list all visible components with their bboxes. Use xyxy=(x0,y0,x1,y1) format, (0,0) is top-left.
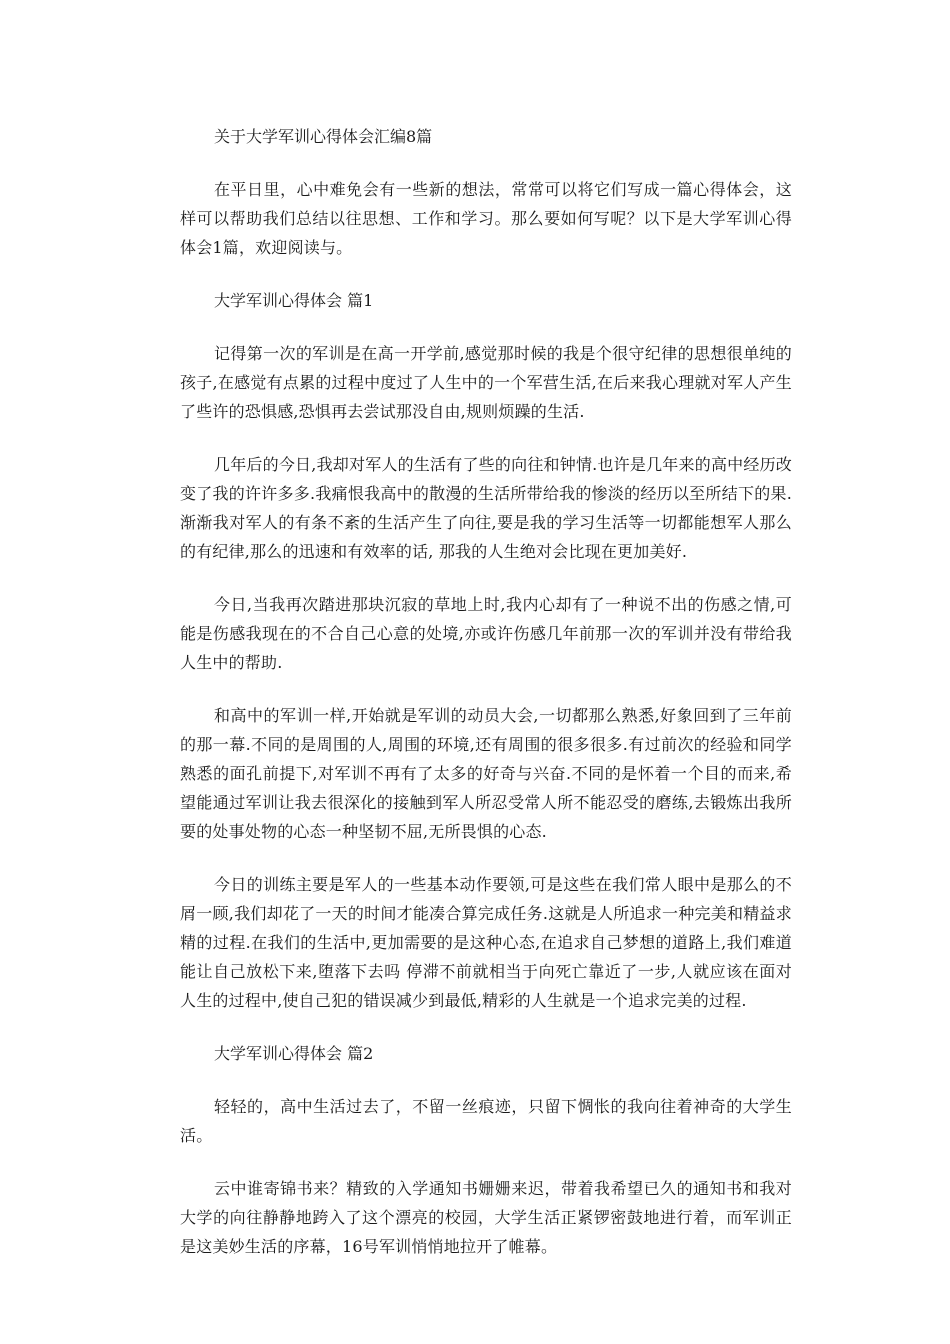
section-1-paragraph-3: 今日,当我再次踏进那块沉寂的草地上时,我内心却有了一种说不出的伤感之情,可能是伤感我现在的不合自己心意的处境,亦或许伤感几年前那一次的军训并没有带给我人生中的帮助. xyxy=(180,595,792,672)
section-2-heading: 大学军训心得体会 篇2 xyxy=(214,1044,374,1063)
document-title: 关于大学军训心得体会汇编8篇 xyxy=(214,127,433,146)
section-2-paragraph-1: 轻轻的，高中生活过去了，不留一丝痕迹，只留下惆怅的我向往着神奇的大学生活。 xyxy=(180,1097,792,1145)
section-1-paragraph-2: 几年后的今日,我却对军人的生活有了些的向往和钟情.也许是几年来的高中经历改变了我的许许多多.我痛恨我高中的散漫的生活所带给我的惨淡的经历以至所结下的果.渐渐我对军人的有条不紊的生活产生了向往,要是我的学习生活等一切都能想军人那么的有纪律,那么的迅速和有效率的话, 那我的人生绝对会比现在更加美好. xyxy=(180,455,792,561)
section-2-paragraph-2: 云中谁寄锦书来？精致的入学通知书姗姗来迟，带着我希望已久的通知书和我对大学的向往静静地跨入了这个漂亮的校园，大学生活正紧锣密鼓地进行着，而军训正是这美妙生活的序幕，16号军训悄悄地拉开了帷幕。 xyxy=(180,1179,792,1256)
intro-paragraph: 在平日里，心中难免会有一些新的想法，常常可以将它们写成一篇心得体会，这样可以帮助我们总结以往思想、工作和学习。那么要如何写呢？以下是大学军训心得体会1篇，欢迎阅读与。 xyxy=(180,180,792,257)
document-body xyxy=(180,122,792,1285)
section-1-paragraph-5: 今日的训练主要是军人的一些基本动作要领,可是这些在我们常人眼中是那么的不屑一顾,我们却花了一天的时间才能凑合算完成任务.这就是人所追求一种完美和精益求精的过程.在我们的生活中,更加需要的是这种心态,在追求自己梦想的道路上,我们难道能让自己放松下来,堕落下去吗 停滞不前就相当于向死亡靠近了一步,人就应该在面对人生的过程中,使自己犯的错误减少到最低,精彩的人生就是一个追求完美的过程. xyxy=(180,875,792,1010)
section-1-heading: 大学军训心得体会 篇1 xyxy=(214,291,374,310)
section-1-paragraph-1: 记得第一次的军训是在高一开学前,感觉那时候的我是个很守纪律的思想很单纯的孩子,在感觉有点累的过程中度过了人生中的一个军营生活,在后来我心理就对军人产生了些许的恐惧感,恐惧再去尝试那没自由,规则烦躁的生活. xyxy=(180,344,792,421)
section-1-paragraph-4: 和高中的军训一样,开始就是军训的动员大会,一切都那么熟悉,好象回到了三年前的那一幕.不同的是周围的人,周围的环境,还有周围的很多很多.有过前次的经验和同学熟悉的面孔前提下,对军训不再有了太多的好奇与兴奋.不同的是怀着一个目的而来,希望能通过军训让我去很深化的接触到军人所忍受常人所不能忍受的磨练,去锻炼出我所要的处事处物的心态一种坚韧不屈,无所畏惧的心态. xyxy=(180,706,792,841)
